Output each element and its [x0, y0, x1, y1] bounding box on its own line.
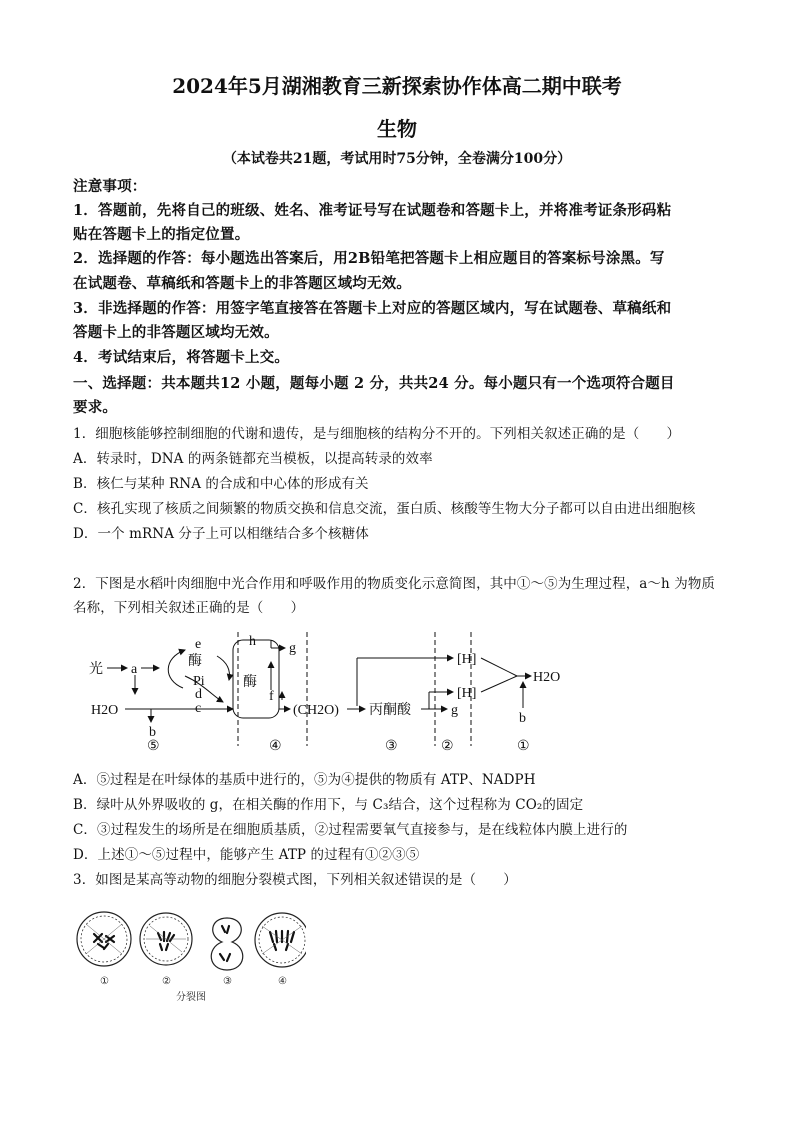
notice-line: 答题卡上的非答题区域均无效。 [73, 324, 279, 341]
cell-division-figure [74, 906, 306, 1004]
label-a: a [131, 662, 138, 677]
label-h-top: [H] [457, 652, 477, 667]
label-b-right: b [519, 711, 526, 726]
label-enzyme-1: 酶 [188, 654, 202, 669]
notice-line: 4．考试结束后，将答题卡上交。 [73, 349, 290, 366]
label-g-bottom: g [451, 703, 458, 718]
question-2-stem-cont: 名称，下列相关叙述正确的是（ ） [73, 600, 305, 616]
cell-label-2: ② [162, 976, 171, 987]
question-2-option-d: D．上述①～⑤过程中，能够产生 ATP 的过程有①②③⑤ [73, 847, 420, 863]
notice-line: 贴在答题卡上的指定位置。 [73, 226, 250, 243]
process-4: ④ [269, 739, 282, 754]
label-pyruvate: 丙酮酸 [369, 703, 411, 718]
section-heading: 一、选择题：共本题共12 小题，题每小题 2 分，共共24 分。每小题只有一个选项符合题目 [73, 375, 675, 392]
process-3: ③ [385, 739, 398, 754]
question-1-stem: 1．细胞核能够控制细胞的代谢和遗传，是与细胞核的结构分不开的。下列相关叙述正确的是（ ） [73, 426, 681, 442]
notice-line: 在试题卷、草稿纸和答题卡上的非答题区域均无效。 [73, 275, 412, 292]
question-1-option-c: C．核孔实现了核质之间频繁的物质交换和信息交流，蛋白质、核酸等生物大分子都可以自由进出细胞核 [73, 501, 696, 517]
question-2-option-b: B．绿叶从外界吸收的 g，在相关酶的作用下，与 C₃结合，这个过程称为 CO₂的固定 [73, 797, 584, 813]
label-pi: Pi [193, 674, 205, 689]
metabolism-diagram [85, 628, 585, 758]
exam-note: （本试卷共21题，考试用时75分钟，全卷满分100分） [222, 151, 572, 167]
notice-line: 3．非选择题的作答：用签字笔直接答在答题卡上对应的答题区域内，写在试题卷、草稿纸和 [73, 300, 672, 317]
label-h2o-right: H2O [533, 670, 561, 685]
label-b-left: b [149, 725, 156, 740]
notice-heading: 注意事项： [73, 178, 147, 195]
question-1-option-a: A．转录时，DNA 的两条链都充当模板，以提高转录的效率 [73, 451, 433, 467]
process-2: ② [441, 739, 454, 754]
label-ch2o: (CH2O) [293, 703, 339, 718]
question-3-stem: 3．如图是某高等动物的细胞分裂模式图，下列相关叙述错误的是（ ） [73, 872, 517, 888]
question-1-option-b: B．核仁与某种 RNA 的合成和中心体的形成有关 [73, 476, 369, 492]
question-1-option-d: D．一个 mRNA 分子上可以相继结合多个核糖体 [73, 526, 369, 542]
notice-line: 1．答题前，先将自己的班级、姓名、准考证号写在试题卷和答题卡上，并将准考证条形码粘 [73, 202, 672, 219]
question-2-option-a: A．⑤过程是在叶绿体的基质中进行的，⑤为④提供的物质有 ATP、NADPH [73, 772, 536, 788]
question-2-stem: 2．下图是水稻叶肉细胞中光合作用和呼吸作用的物质变化示意简图，其中①～⑤为生理过程，a～h 为物质 [73, 576, 716, 592]
exam-title: 2024年5月湖湘教育三新探索协作体高二期中联考 [172, 74, 622, 98]
label-h2o-left: H2O [91, 703, 119, 718]
label-enzyme-2: 酶 [243, 675, 257, 690]
notice-line: 2．选择题的作答：每小题选出答案后，用2B铅笔把答题卡上相应题目的答案标号涂黑。写 [73, 250, 665, 267]
process-5: ⑤ [147, 739, 160, 754]
label-g-top: g [289, 641, 296, 656]
label-e: e [195, 637, 202, 652]
cell-label-3: ③ [223, 976, 232, 987]
question-2-option-c: C．③过程发生的场所是在细胞质基质，②过程需要氧气直接参与，是在线粒体内膜上进行的 [73, 822, 628, 838]
cell-label-4: ④ [278, 976, 287, 987]
figure-caption: 分裂图 [176, 992, 206, 1003]
label-light: 光 [89, 662, 103, 677]
cell-label-1: ① [100, 976, 109, 987]
section-heading-cont: 要求。 [73, 399, 118, 416]
label-d: d [195, 687, 202, 702]
label-h: h [249, 634, 256, 649]
label-c: c [195, 701, 202, 716]
process-1: ① [517, 739, 530, 754]
label-h-bottom: [H] [457, 686, 477, 701]
subject-title: 生物 [377, 117, 417, 141]
label-f: f [269, 689, 274, 704]
